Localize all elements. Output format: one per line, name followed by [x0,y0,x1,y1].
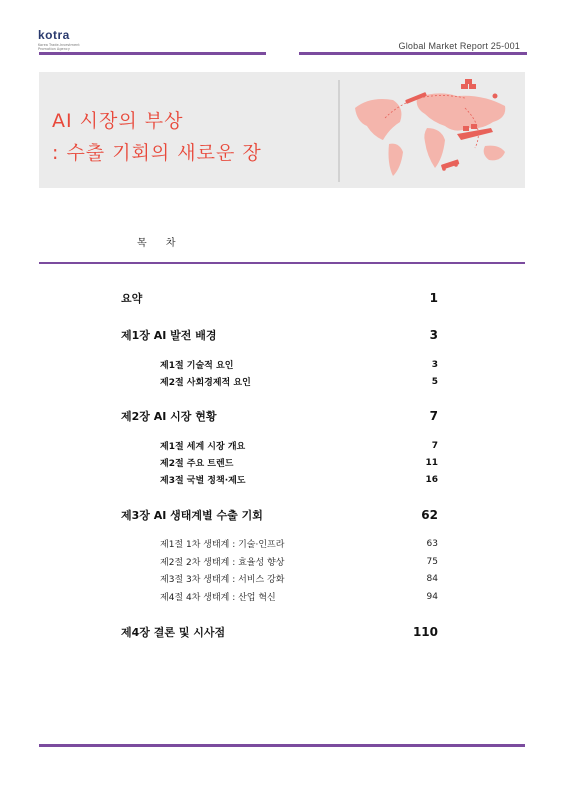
banner-title-line2: : 수출 기회의 새로운 장 [52,142,262,164]
toc-entry-page: 63 [426,538,438,549]
toc-entry[interactable] [160,375,438,388]
world-map-trade-icon [345,78,521,184]
toc-entry-label: 제2절 주요 트렌드 [160,459,234,469]
toc-entry-page: 7 [429,409,438,423]
toc-title: 목 차 [137,238,184,249]
toc-entry-label: 제1장 AI 발전 배경 [121,329,217,342]
toc-entry-page: 62 [421,508,438,522]
report-id: Global Market Report 25-001 [398,41,520,51]
toc-entry[interactable] [121,327,438,343]
header-rule-left [39,52,266,55]
toc-entry[interactable] [160,456,438,469]
toc-entry[interactable] [160,572,438,585]
toc-entry-page: 11 [425,457,438,468]
toc-entry-label: 제4절 4차 생태계 : 산업 혁신 [160,593,276,603]
toc-entry-label: 제2장 AI 시장 현황 [121,410,217,423]
toc-entry[interactable] [160,473,438,486]
toc-entry[interactable] [121,624,438,640]
toc-entry-page: 3 [431,359,438,370]
toc-rule [39,262,525,264]
toc-entry[interactable] [160,358,438,371]
banner-title-line1: AI 시장의 부상 [52,110,184,132]
toc-entry-label: 제1절 1차 생태계 : 기술·인프라 [160,540,285,550]
toc-entry-label: 요약 [121,292,143,305]
toc-entry-page: 1 [429,291,438,305]
logo-subtitle: Korea Trade-Investment Promotion Agency [38,43,80,51]
toc-entry-label: 제4장 결론 및 시사점 [121,626,226,639]
toc-entry[interactable] [160,439,438,452]
toc-entry-page: 84 [426,573,438,584]
footer-rule [39,744,525,747]
toc-entry-label: 제3절 국별 정책·제도 [160,476,246,486]
toc-entry-label: 제1절 세계 시장 개요 [160,442,246,452]
toc-entry-page: 94 [426,591,438,602]
toc-entry-page: 16 [425,474,438,485]
toc-entry[interactable] [121,408,438,424]
toc-entry[interactable] [160,590,438,603]
toc-entry-label: 제2절 사회경제적 요인 [160,378,251,388]
toc-entry-label: 제3장 AI 생태계별 수출 기회 [121,509,263,522]
toc-entry-label: 제3절 3차 생태계 : 서비스 강화 [160,575,285,585]
toc-entry[interactable] [121,507,438,523]
toc-entry-label: 제2절 2차 생태계 : 효율성 향상 [160,558,285,568]
kotra-logo [38,28,98,51]
toc-entry[interactable] [160,555,438,568]
toc-entry[interactable] [121,290,438,306]
toc-entry-page: 7 [431,440,438,451]
toc-entry-page: 5 [431,376,438,387]
header-rule-right [299,52,527,55]
logo-wordmark: kotra [38,28,70,42]
toc-entry-page: 75 [426,556,438,567]
title-banner [39,72,525,188]
toc-entry-label: 제1절 기술적 요인 [160,361,234,371]
toc-entry[interactable] [160,537,438,550]
toc-entry-page: 110 [412,625,438,639]
toc-entry-page: 3 [429,328,438,342]
banner-divider [338,80,340,182]
